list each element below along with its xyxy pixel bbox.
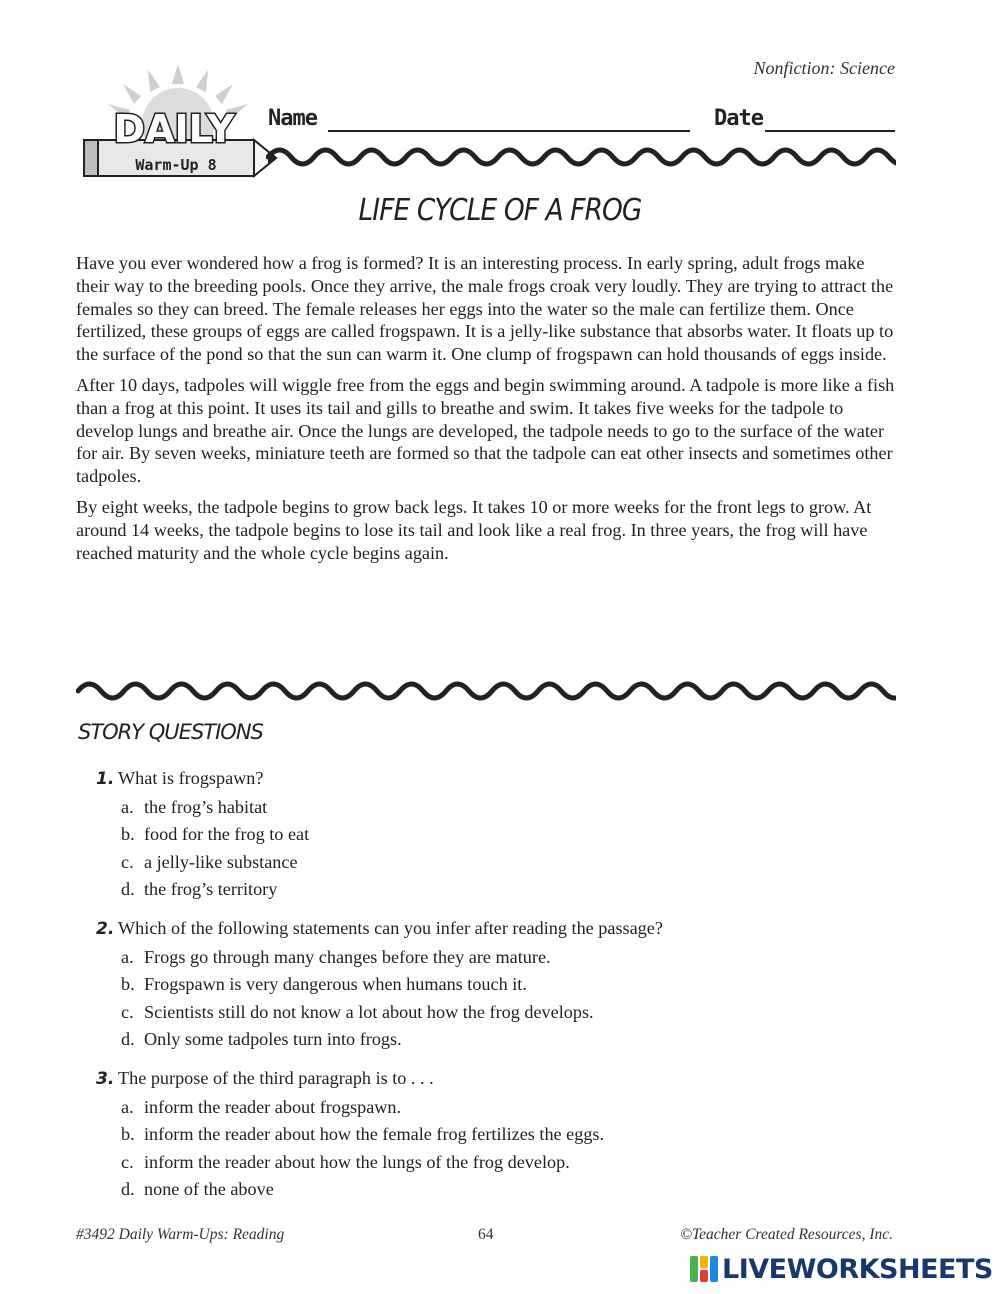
name-label: Name (268, 106, 317, 131)
answer-option-d[interactable]: d. Only some tadpoles turn into frogs. (121, 1029, 402, 1050)
answer-option-d[interactable]: d. none of the above (121, 1179, 274, 1200)
question-3 (96, 1065, 896, 1204)
answer-option-a[interactable]: a. Frogs go through many changes before they are mature. (121, 946, 551, 967)
answer-option-b[interactable]: b. Frogspawn is very dangerous when humans touch it. (121, 974, 527, 995)
liveworksheets-logo-icon (690, 1254, 718, 1284)
question-text: What is frogspawn? (118, 768, 264, 788)
wavy-divider-top (266, 142, 896, 172)
footer-book-title: #3492 Daily Warm-Ups: Reading (76, 1226, 285, 1243)
date-label: Date (714, 106, 763, 131)
question-number: 2. (96, 918, 115, 939)
passage (76, 252, 896, 572)
answer-option-d[interactable]: d. the frog’s territory (121, 879, 278, 900)
liveworksheets-watermark (690, 1252, 993, 1286)
wavy-divider-middle (76, 676, 896, 706)
answer-option-b[interactable]: b. inform the reader about how the female frog fertilizes the eggs. (121, 1124, 605, 1145)
footer-page-number: 64 (478, 1226, 494, 1243)
page-title: LIFE CYCLE OF A FROG (358, 193, 642, 228)
answer-option-a[interactable]: a. the frog’s habitat (121, 796, 268, 817)
liveworksheets-text: LIVEWORKSHEETS (722, 1253, 993, 1285)
date-blank[interactable] (765, 130, 895, 132)
question-text: The purpose of the third paragraph is to . . . (118, 1067, 434, 1088)
answer-option-a[interactable]: a. inform the reader about frogspawn. (121, 1096, 402, 1117)
answer-option-c[interactable]: c. inform the reader about how the lungs of the frog develop. (121, 1151, 570, 1172)
passage-paragraph: After 10 days, tadpoles will wiggle free from the eggs and begin swimming around. A tadpole is more like a fish than a frog at this point. It uses its tail and gills to breathe and swim. It takes five weeks for the tadpole to develop lungs and breathe air. Once the lungs are developed, the tadpole needs to go to the surface of the water for air. By seven weeks, miniature teeth are formed so that the tadpole can eat other insects and sometimes other tadpoles. (76, 374, 895, 487)
name-blank[interactable] (328, 130, 690, 132)
logo-subtitle: Warm-Up 8 (135, 156, 217, 174)
story-questions-heading: STORY QUESTIONS (78, 720, 263, 744)
question-text: Which of the following statements can you infer after reading the passage? (118, 917, 663, 938)
footer-copyright: ©Teacher Created Resources, Inc. (680, 1226, 893, 1243)
passage-paragraph: By eight weeks, the tadpole begins to grow back legs. It takes 10 or more weeks for the front legs to grow. At around 14 weeks, the tadpole begins to lose its tail and look like a real frog. In three years, the frog will have reached maturity and the whole cycle begins again. (76, 496, 872, 563)
question-number: 3. (96, 1068, 115, 1089)
daily-warmup-logo (78, 62, 278, 192)
answer-option-c[interactable]: c. Scientists still do not know a lot about how the frog develops. (121, 1001, 594, 1022)
question-1 (96, 765, 896, 904)
questions-list (96, 765, 896, 1215)
question-number: 1. (96, 769, 115, 789)
category-label: Nonfiction: Science (753, 58, 895, 78)
passage-paragraph: Have you ever wondered how a frog is formed? It is an interesting process. In early spring, adult frogs make their way to the breeding pools. Once they arrive, the male frogs croak very loudly. They are trying to attract the females so they can breed. The female releases her eggs into the water so the male can fertilize them. Once fertilized, these groups of eggs are called frogspawn. It is a jelly-like substance that absorbs water. It floats up to the surface of the pond so that the sun can warm it. One clump of frogspawn can hold thousands of eggs inside. (76, 253, 894, 365)
question-2 (96, 915, 896, 1054)
answer-option-b[interactable]: b. food for the frog to eat (121, 824, 310, 845)
answer-option-c[interactable]: c. a jelly-like substance (121, 851, 298, 872)
logo-word: DAILY (113, 107, 235, 151)
